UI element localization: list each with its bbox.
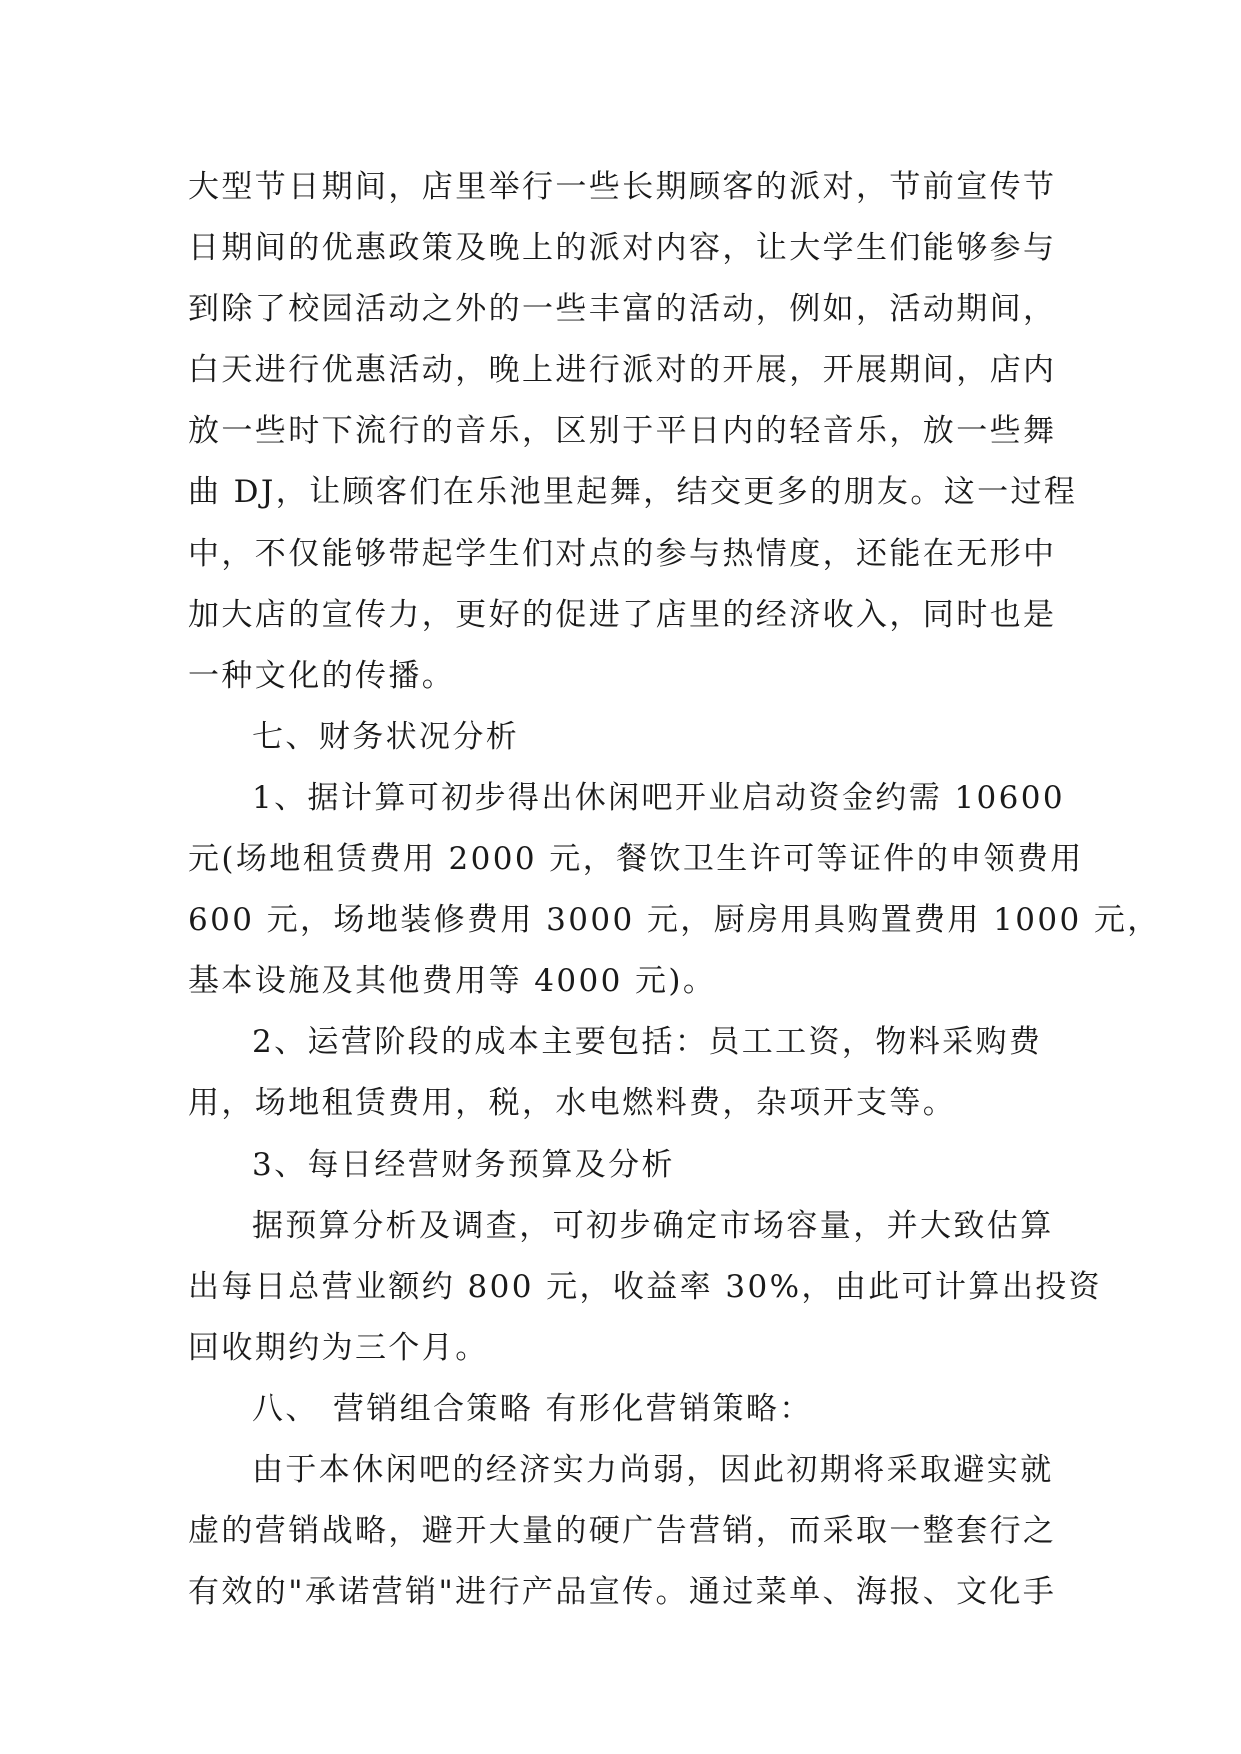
section-number: 八、 [252,1390,319,1427]
section-title: 营销组合策略 有形化营销策略： [332,1390,813,1427]
body-line: 有效的"承诺营销"进行产品宣传。通过菜单、海报、文化手 [188,1574,1057,1611]
body-line: 到除了校园活动之外的一些丰富的活动，例如，活动期间， [188,291,1057,328]
body-line: 出每日总营业额约 800 元，收益率 30%，由此可计算出投资 [188,1268,1103,1305]
section-heading-finance: 七、财务状况分析 [252,718,520,755]
section-heading-marketing [188,1379,1058,1440]
document-body [188,157,1161,1623]
body-line: 虚的营销战略，避开大量的硬广告营销，而采取一整套行之 [188,1513,1057,1550]
body-line: 据预算分析及调查，可初步确定市场容量，并大致估算 [252,1207,1054,1244]
body-line: 由于本休闲吧的经济实力尚弱，因此初期将采取避实就 [252,1451,1054,1488]
body-line: 日期间的优惠政策及晚上的派对内容，让大学生们能够参与 [188,230,1057,267]
body-line: 2、运营阶段的成本主要包括：员工工资，物料采购费 [252,1024,1043,1061]
body-line: 大型节日期间，店里举行一些长期顾客的派对，节前宣传节 [188,169,1057,205]
body-line: 一种文化的传播。 [188,657,456,694]
body-line: 元(场地租赁费用 2000 元，餐饮卫生许可等证件的申领费用 [188,841,1084,878]
body-line: 600 元，场地装修费用 3000 元，厨房用具购置费用 1000 元， [188,902,1161,939]
body-line: 基本设施及其他费用等 4000 元)。 [188,963,717,1000]
body-line: 白天进行优惠活动，晚上进行派对的开展，开展期间，店内 [188,352,1057,389]
body-line: 曲 DJ，让顾客们在乐池里起舞，结交更多的朋友。这一过程 [188,474,1078,511]
subsection-heading: 3、每日经营财务预算及分析 [252,1146,675,1183]
body-line: 用，场地租赁费用，税，水电燃料费，杂项开支等。 [188,1085,957,1122]
body-line: 回收期约为三个月。 [188,1329,489,1366]
body-line: 中，不仅能够带起学生们对点的参与热情度，还能在无形中 [188,535,1057,572]
body-line: 放一些时下流行的音乐，区别于平日内的轻音乐，放一些舞 [188,413,1057,450]
body-line: 加大店的宣传力，更好的促进了店里的经济收入，同时也是 [188,596,1057,633]
body-line: 1、据计算可初步得出休闲吧开业启动资金约需 10600 [252,779,1065,816]
